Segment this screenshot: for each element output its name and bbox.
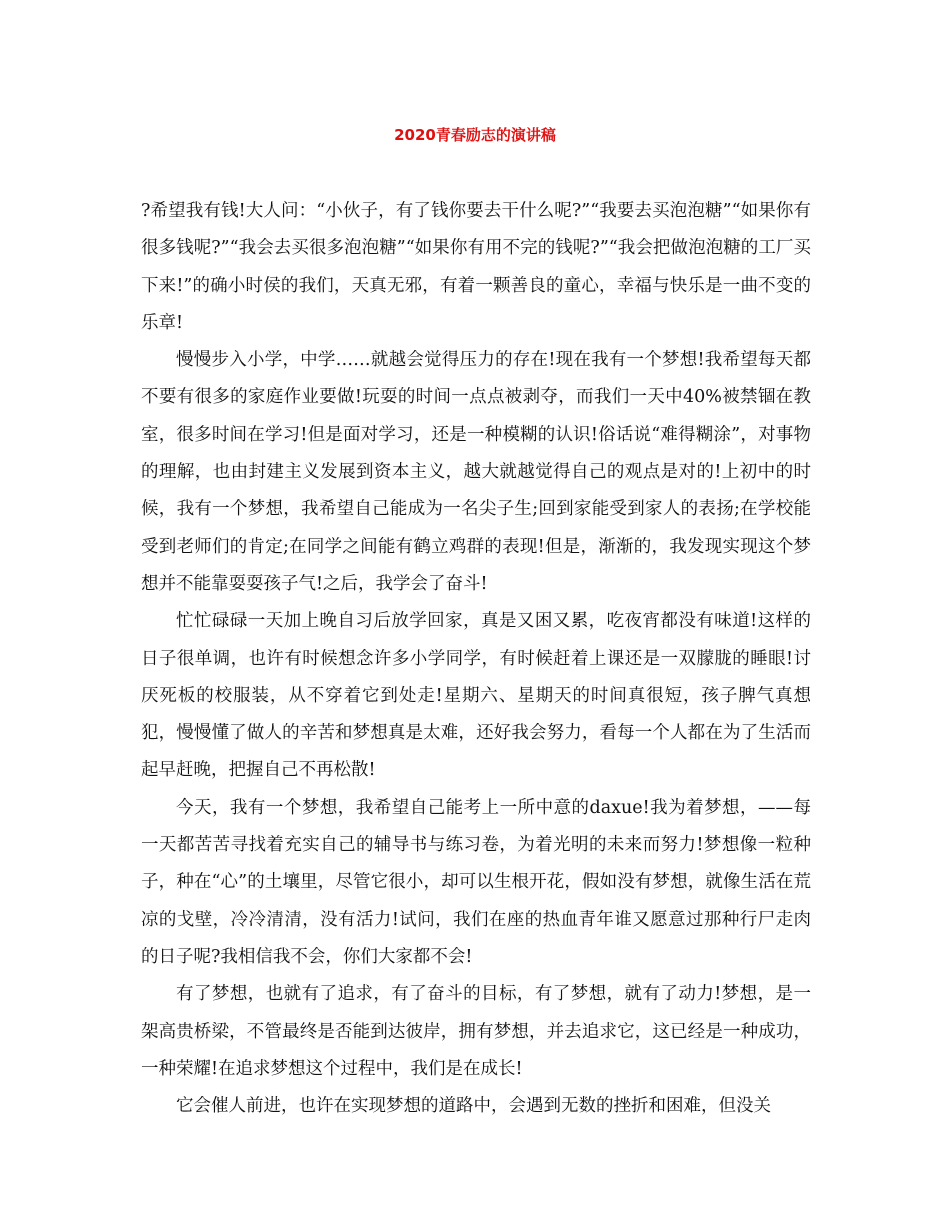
document-body — [141, 193, 811, 1125]
paragraph-5: 有了梦想，也就有了追求，有了奋斗的目标，有了梦想，就有了动力!梦想，是一架高贵桥梁，不管最终是否能到达彼岸，拥有梦想，并去追求它，这已经是一种成功，一种荣耀!在追求梦想这个过程中，我们是在成长! — [141, 984, 811, 1079]
paragraph-6: 它会催人前进，也许在实现梦想的道路中，会遇到无数的挫折和困难，但没关 — [176, 1096, 771, 1117]
paragraph-3: 忙忙碌碌一天加上晚自习后放学回家，真是又困又累，吃夜宵都没有味道!这样的日子很单调，也许有时候想念许多小学同学，有时候赶着上课还是一双朦胧的睡眼!讨厌死板的校服装，从不穿着它到处走!星期六、星期天的时间真很短，孩子脾气真想犯，慢慢懂了做人的辛苦和梦想真是太难，还好我会努力，看每一个人都在为了生活而起早赶晚，把握自己不再松散! — [141, 611, 811, 781]
paragraph-4: 今天，我有一个梦想，我希望自己能考上一所中意的daxue!我为着梦想，——每一天都苦苦寻找着充实自己的辅导书与练习卷，为着光明的未来而努力!梦想像一粒种子，种在“心”的土壤里，尽管它很小，却可以生根开花，假如没有梦想，就像生活在荒凉的戈壁，冷冷清清，没有活力!试问，我们在座的热血青年谁又愿意过那种行尸走肉的日子呢?我相信我不会，你们大家都不会! — [141, 797, 811, 967]
paragraph-2: 慢慢步入小学，中学……就越会觉得压力的存在!现在我有一个梦想!我希望每天都不要有很多的家庭作业要做!玩耍的时间一点点被剥夺，而我们一天中40%被禁锢在教室，很多时间在学习!但是面对学习，还是一种模糊的认识!俗话说“难得糊涂”，对事物的理解，也由封建主义发展到资本主义，越大就越觉得自己的观点是对的!上初中的时候，我有一个梦想，我希望自己能成为一名尖子生;回到家能受到家人的表扬;在学校能受到老师们的肯定;在同学之间能有鹤立鸡群的表现!但是，渐渐的，我发现实现这个梦想并不能靠耍耍孩子气!之后，我学会了奋斗! — [141, 350, 811, 594]
document-title: 2020青春励志的演讲稿 — [394, 126, 556, 144]
paragraph-1: ?希望我有钱!大人问：“小伙子，有了钱你要去干什么呢?”“我要去买泡泡糖”“如果你有很多钱呢?”“我会去买很多泡泡糖”“如果你有用不完的钱呢?”“我会把做泡泡糖的工厂买下来!”的确小时侯的我们，天真无邪，有着一颗善良的童心，幸福与快乐是一曲不变的乐章! — [141, 201, 811, 333]
